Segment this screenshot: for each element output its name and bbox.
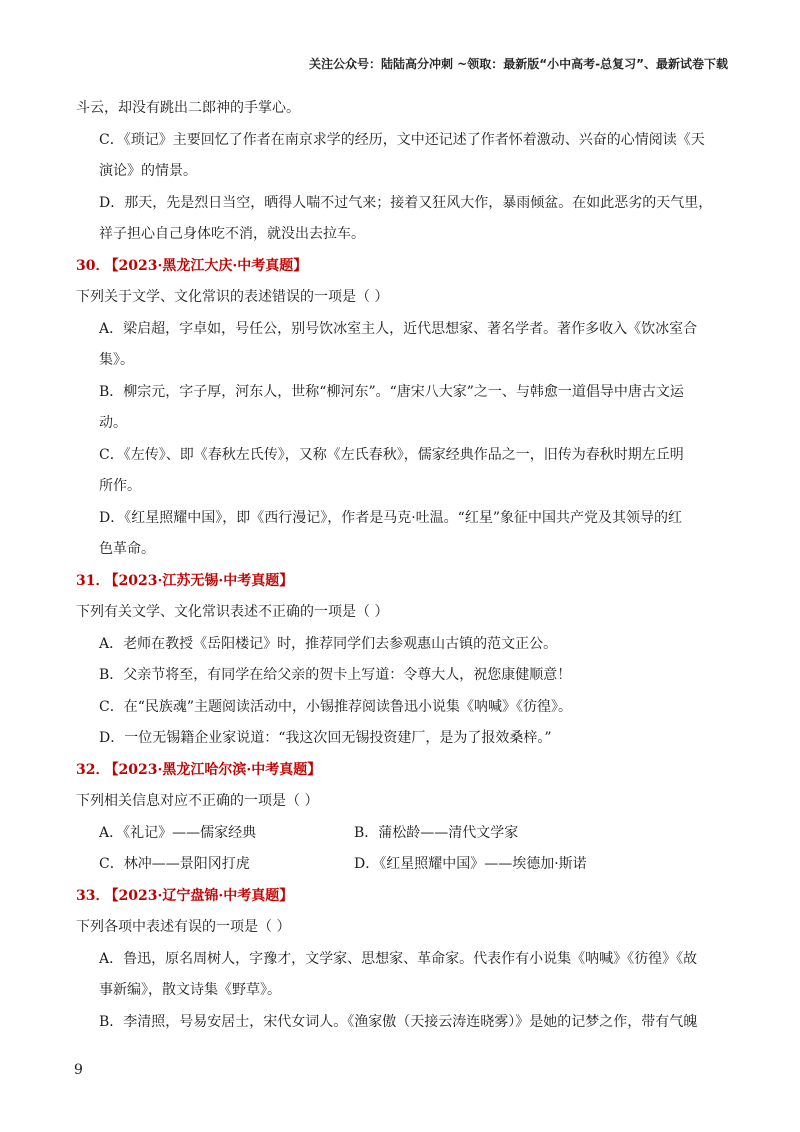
option-d: D．一位无锡籍企业家说道：“我这次回无锡投资建厂，是为了报效桑梓。” <box>99 730 552 746</box>
option-c: C．林冲——景阳冈打虎 <box>99 856 250 872</box>
options-row <box>76 818 728 850</box>
option-a: A．《礼记》——儒家经典 <box>99 824 257 841</box>
option-d-continuation: 色革命。 <box>99 541 155 557</box>
option-c: C．在“民族魂”主题阅读活动中，小锡推荐阅读鲁迅小说集《呐喊》《彷徨》。 <box>99 698 573 715</box>
question-number: 33． <box>76 887 110 904</box>
stem-text: 下列各项中表述 <box>76 919 174 935</box>
option-a-continuation: 集》。 <box>99 352 134 368</box>
question-number: 30． <box>76 257 110 274</box>
option-b: B．李清照，号易安居士，宋代女词人。《渔家傲（天接云涛连晓雾）》是她的记梦之作，带有气魄 <box>99 1013 698 1030</box>
option-d-continuation: 祥子担心自己身体吃不消，就没出去拉车。 <box>99 226 365 242</box>
page-number: 9 <box>74 1062 83 1078</box>
option-a-continuation: 事新编》，散文诗集《野草》。 <box>99 982 281 998</box>
option-a: A．梁启超，字卓如，号任公，别号饮冰室主人，近代思想家、著名学者。著作多收入《饮冰室合 <box>99 320 698 337</box>
option-d: D．《红星照耀中国》——埃德加·斯诺 <box>354 856 587 872</box>
option-c-line: C．《琐记》主要回忆了作者在南京求学的经历，文中还记述了作者怀着激动、兴奋的心情阅读《天 <box>99 131 705 148</box>
option-c-continuation: 演论》的情景。 <box>99 163 197 179</box>
stem-text: 的一项是（ ） <box>202 919 291 935</box>
option-b: B．蒲松龄——清代文学家 <box>354 824 519 841</box>
options-row <box>76 849 728 881</box>
document-body <box>76 93 728 1038</box>
text-line: 斗云，却没有跳出二郎神的手掌心。 <box>76 100 300 116</box>
question-source-tag: 【2023·辽宁盘锦·中考真题】 <box>111 887 294 904</box>
option-b-continuation: 动。 <box>99 415 127 431</box>
page-header: 关注公众号：陆陆高分冲刺 ~领取：最新版“小中高考-总复习”、最新试卷下载 <box>309 57 728 71</box>
emphasis-char: 误 <box>188 919 202 935</box>
stem-text: 的一项是（ ） <box>300 289 389 305</box>
option-a: A．老师在教授《岳阳楼记》时，推荐同学们去参观惠山古镇的范文正公。 <box>99 635 558 652</box>
question-number: 32． <box>76 761 110 778</box>
option-c-continuation: 所作。 <box>99 478 141 494</box>
question-31-heading <box>76 566 728 598</box>
question-number: 31． <box>76 572 110 589</box>
question-source-tag: 【2023·江苏无锡·中考真题】 <box>111 572 294 589</box>
question-31-stem: 下列有关文学、文化常识表述不正确的一项是（ ） <box>76 604 389 620</box>
stem-text: 下列关于文学、文化常识的表述 <box>76 289 272 305</box>
question-32-stem: 下列相关信息对应不正确的一项是（ ） <box>76 793 319 809</box>
question-30-stem <box>76 282 728 314</box>
emphasis-char: 误 <box>286 289 300 305</box>
question-source-tag: 【2023·黑龙江大庆·中考真题】 <box>111 257 308 274</box>
option-c: C．《左传》、即《春秋左氏传》，又称《左氏春秋》，儒家经典作品之一，旧传为春秋时期左丘明 <box>99 446 684 463</box>
option-b: B．柳宗元，字子厚，河东人，世称“柳河东”。“唐宋八大家”之一、与韩愈一道倡导中唐古文运 <box>99 383 684 400</box>
option-a: A．鲁迅，原名周树人，字豫才，文学家、思想家、革命家。代表作有小说集《呐喊》《彷徨》《故 <box>99 950 698 967</box>
option-d: D．《红星照耀中国》，即《西行漫记》，作者是马克·吐温。“红星”象征中国共产党及其领导的红 <box>99 509 682 526</box>
question-33-stem <box>76 912 728 944</box>
option-b: B．父亲节将至，有同学在给父亲的贺卡上写道：令尊大人，祝您康健顺意！ <box>99 667 572 683</box>
question-32-heading <box>76 755 728 787</box>
question-30-heading <box>76 251 728 283</box>
option-d-line: D．那天，先是烈日当空，晒得人喘不过气来；接着又狂风大作，暴雨倾盆。在如此恶劣的天气里， <box>99 194 713 211</box>
emphasis-char: 错 <box>272 289 286 305</box>
emphasis-char: 有 <box>174 919 188 935</box>
question-source-tag: 【2023·黑龙江哈尔滨·中考真题】 <box>111 761 322 778</box>
question-33-heading <box>76 881 728 913</box>
